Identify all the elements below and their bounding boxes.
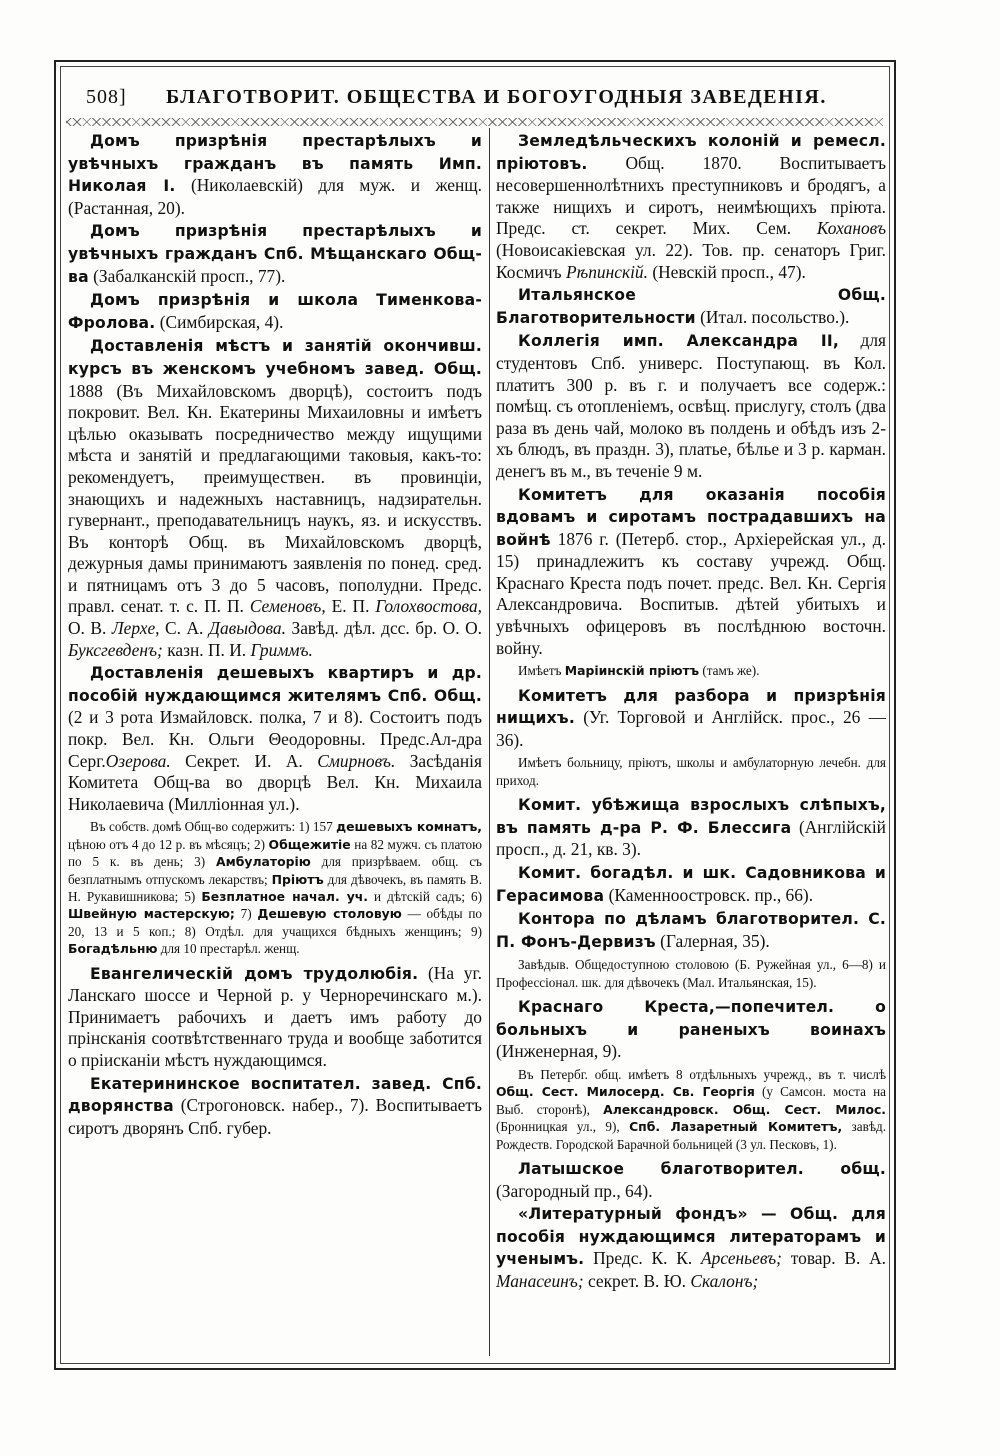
column-divider — [489, 128, 490, 1356]
entry-timenkov-school: Домъ призрѣнія и школа Тименкова-Фролова. (Симбирская, 4). — [68, 291, 482, 332]
entry-latvian-society: Латышское благотворител. общ. (Загородный пр., 64). — [496, 1160, 886, 1201]
entry-ekaterina-institute: Екатерининское воспитател. завед. Спб. дворянства (Строгоновск. набер., 7). Воспитываетъ сиротъ дворянъ Спб. губер. — [68, 1074, 482, 1138]
entry-agricultural-colonies: Земледѣльческихъ колоній и ремесл. пріютовъ. Общ. 1870. Воспитываетъ несовершеннолѣтнихъ преступниковъ и бродягъ, а также нищихъ и сиротъ, неимѣющихъ пріюта. Предс. ст. секрет. Мих. Сем. Кохановъ (Новоисакіевская ул. 22). Тов. пр. сенаторъ Григ. Космичъ Рѣпинскій. (Невскій просп., 47). — [496, 132, 886, 282]
entry-sadovnikov-almshouse: Комит. богадѣл. и шк. Садовникова и Герасимова (Каменноостровск. пр., 66). — [496, 864, 886, 905]
entry-beggars-committee: Комитетъ для разбора и призрѣнія нищихъ. (Уг. Торговой и Англійск. прос., 26 —36). — [496, 686, 886, 750]
entry-widows-committee: Комитетъ для оказанія пособія вдовамъ и сиротамъ пострадавшихъ на войнѣ 1876 г. (Петерб. стор., Архіерейская ул., д. 15) принадлежитъ къ составу учрежд. Общ. Краснаго Креста подъ почет. предс. Вел. Кн. Сергія Александровича. Воспитыв. дѣтей убитыхъ и увѣчныхъ офицеровъ въ послѣднюю восточн. войну. — [496, 485, 886, 658]
running-title: БЛАГОТВОРИТ. ОБЩЕСТВА И БОГОУГОДНЫЯ ЗАВЕДЕНІЯ. — [166, 86, 827, 108]
header-wavy-rule — [66, 118, 884, 126]
entry-alexander-college: Коллегія имп. Александра II, для студентовъ Спб. универс. Поступающ. въ Кол. платитъ 300 р. въ г. и получаетъ все содерж.: помѣщ. съ отопленіемъ, освѣщ. прислугу, столъ (два раза въ день чай, молоко въ полдень и обѣдъ изъ 2-хъ блюдъ, въ праздн. 3), платье, бѣлье и 3 р. карман. денегъ въ м., въ теченіе 9 м. — [496, 330, 886, 481]
entry-nikolai-home: Домъ призрѣнія престарѣлыхъ и увѣчныхъ гражданъ въ память Имп. Николая I. (Николаевскій) для муж. и женщ. (Растанная, 20). — [68, 132, 482, 218]
note-red-cross-institutions: Въ Петербг. общ. имѣетъ 8 отдѣльныхъ учрежд., въ т. числѣ Общ. Сест. Милосерд. Св. Георгія (у Самсон. моста на Выб. сторонѣ), Александровск. Общ. Сест. Милос. (Бронницкая ул., 9), Спб. Лазаретный Комитетъ, завѣд. Рождеств. Городской Барачной больницей (3 ул. Песковъ, 1). — [496, 1067, 886, 1152]
left-column — [68, 130, 482, 1354]
entry-cheap-housing-society: Доставленія дешевыхъ квартиръ и др. пособій нуждающимся жителямъ Спб. Общ. (2 и 3 рота Измайловск. полка, 7 и 8). Состоитъ подъ покр. Вел. Кн. Ольги Θеодоровны. Предс.Ал-дра Серг.Озерова. Секрет. И. А. Смирновъ. Засѣданія Комитета Общ-ва во дворцѣ Вел. Кн. Михаила Николаевича (Милліонная ул.). — [68, 664, 482, 814]
right-column — [496, 130, 886, 1354]
entry-red-cross: Краснаго Креста,—попечител. о больныхъ и раненыхъ воинахъ (Инженерная, 9). — [496, 998, 886, 1062]
page-number: 508] — [86, 86, 127, 108]
page-frame — [54, 60, 896, 1370]
note-mariinsky-shelter: Имѣетъ Маріинскій пріютъ (тамъ же). — [518, 663, 760, 679]
note-beggars-facilities: Имѣетъ больницу, пріютъ, школы и амбулаторную лечебн. для приход. — [496, 755, 886, 788]
page-header — [86, 86, 874, 122]
entry-derviz-office: Контора по дѣламъ благотворител. С. П. Фонъ-Дервизъ (Галерная, 35). — [496, 910, 886, 951]
entry-literary-fund: «Литературный фондъ» — Общ. для пособія нуждающимся литераторамъ и ученымъ. Предс. К. К. Арсеньевъ; товар. В. А. Манасеинъ; секрет. В. Ю. Скалонъ; — [496, 1205, 886, 1291]
entry-meshchane-home: Домъ призрѣнія престарѣлыхъ и увѣчныхъ гражданъ Спб. Мѣщанскаго Общ-ва (Забалканскій просп., 77). — [68, 222, 482, 286]
note-derviz-facilities: Завѣдыв. Общедоступною столовою (Б. Ружейная ул., 6—8) и Профессіонал. шк. для дѣвочекъ (Мал. Итальянская, 15). — [496, 957, 886, 990]
entry-blind-asylum: Комит. убѣжища взрослыхъ слѣпыхъ, въ память д-ра Р. Ф. Блессига (Англійскій просп., д. 21, кв. 3). — [496, 796, 886, 860]
entry-employment-society: Доставленія мѣстъ и занятій окончивш. курсъ въ женскомъ учебномъ завед. Общ. 1888 (Въ Михайловскомъ дворцѣ), состоитъ подъ покровит. Вел. Кн. Екатерины Михаиловны и имѣетъ цѣлью оказывать посредничество между ищущими мѣста и занятій и предлагающими таковыя, какъ-то: рекомендуетъ, преимуществен. въ провинціи, знающихъ и надежныхъ наставницъ, надзирательн. гувернант., преподавательницъ наукъ, яз. и искусствъ. Въ конторѣ Общ. въ Михайловскомъ дворцѣ, дежурныя дамы принимаютъ заявленія по понед. сред. и пятницамъ отъ 3 до 5 часовъ, пополудни. Предс. правл. сенат. т. с. П. П. Семеновъ, Е. П. Голохвостова, О. В. Лерхе, С. А. Давыдова. Завѣд. дѣл. дсс. бр. О. О. Буксгевденъ; казн. П. И. Гриммъ. — [68, 337, 482, 660]
note-society-facilities: Въ собств. домѣ Общ-во содержитъ: 1) 157 дешевыхъ комнатъ, цѣною отъ 4 до 12 р. въ мѣсяцъ; 2) Общежитіе на 82 мужч. съ платою по 5 к. въ день; 3) Амбулаторію для призрѣваем. общ. съ безплатнымъ отпускомъ лекарствъ; Пріютъ для дѣвочекъ, въ память В. Н. Рукавишникова; 5) Безплатное начал. уч. и дѣтскій садъ; 6) Швейную мастерскую; 7) Дешевую столовую — обѣды по 20, 13 и 5 коп.; 8) Отдѣл. для учащихся бѣдныхъ женщинъ; 9) Богадѣльню для 10 престарѣл. женщ. — [68, 819, 482, 957]
entry-evangelical-workhouse: Евангелическій домъ трудолюбія. (На уг. Ланскаго шоссе и Черной р. у Черноречинскаго м.). Принимаетъ рабочихъ и даетъ имъ работу до прінсканія соотвѣтственнаго труда и вообще заботится о пріисканіи мѣстъ нуждающимся. — [68, 962, 482, 1071]
entry-italian-society: Итальянское Общ. Благотворительности (Итал. посольство.). — [496, 286, 886, 327]
